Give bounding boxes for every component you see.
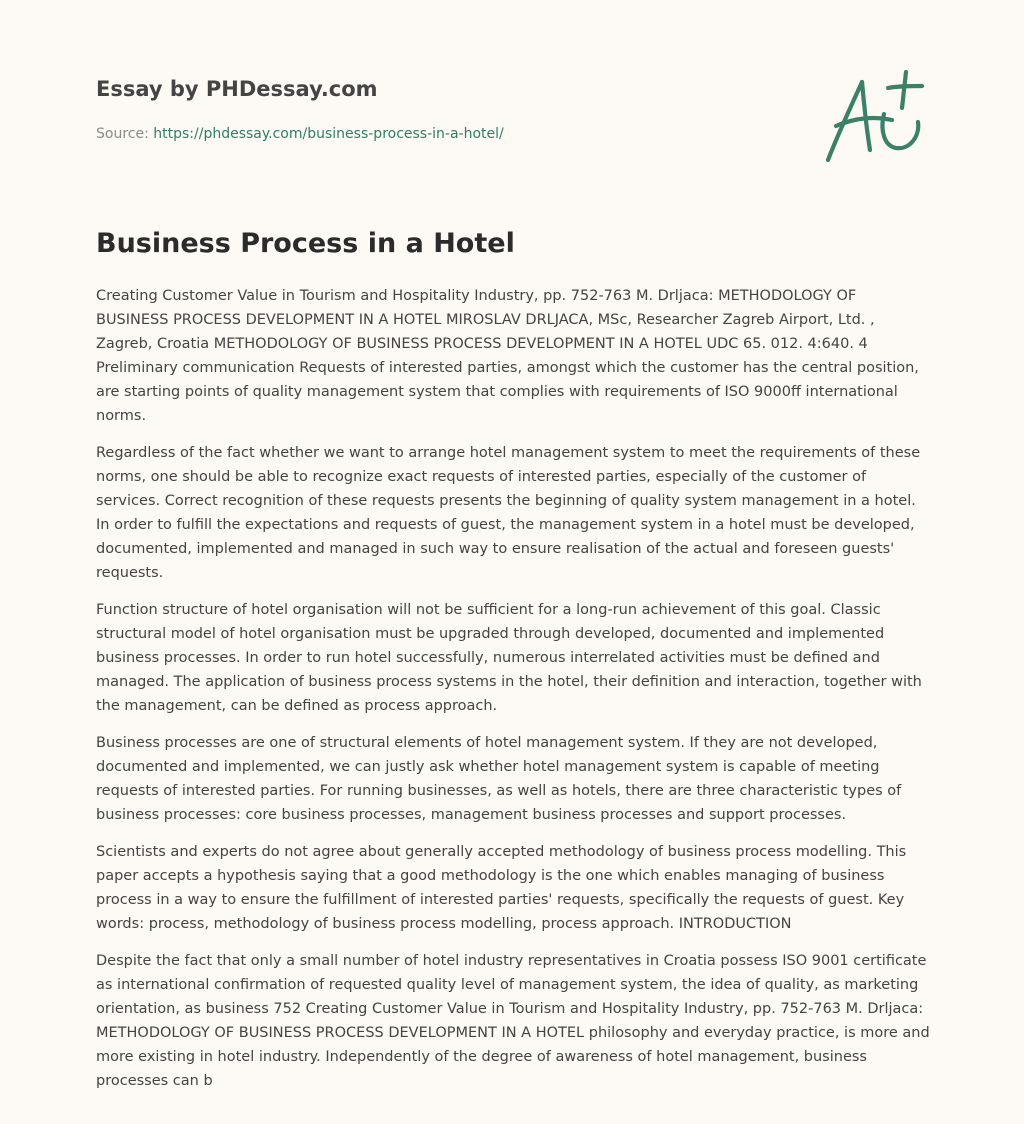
source-line [96,124,796,144]
page-title: Business Process in a Hotel [96,228,515,259]
essay-body [96,284,930,1106]
essay-paragraph: Regardless of the fact whether we want to arrange hotel management system to meet the requirements of these norms, one should be able to recognize exact requests of interested parties, especially of the customer of services. Correct recognition of these requests presents the beginning of quality system management in a hotel. In order to fulfill the expectations and requests of guest, the management system in a hotel must be developed, documented, implemented and managed in such way to ensure realisation of the actual and foreseen guests' requests. [96,445,921,581]
essay-paragraph: Scientists and experts do not agree about generally accepted methodology of business process modelling. This paper accepts a hypothesis saying that a good methodology is the one which enables managing of business process in a way to ensure the fulfillment of interested parties' requests, specifically the requests of guest. Key words: process, methodology of business process modelling, process approach. INTRODUCTION [96,844,907,932]
a-plus-logo-icon [818,64,930,168]
source-label: Source: [96,126,154,142]
page-header [96,74,796,144]
essay-paragraph: Creating Customer Value in Tourism and Hospitality Industry, pp. 752-763 M. Drljaca: METHODOLOGY OF BUSINESS PROCESS DEVELOPMENT IN A HOTEL MIROSLAV DRLJACA, MSc, Researcher Zagreb Airport, Ltd. , Zagreb, Croatia METHODOLOGY OF BUSINESS PROCESS DEVELOPMENT IN A HOTEL UDC 65. 012. 4:640. 4 Preliminary communication Requests of interested parties, amongst which the customer has the central position, are starting points of quality management system that complies with requirements of ISO 9000ff international norms. [96,288,919,424]
essay-paragraph: Business processes are one of structural elements of hotel management system. If they are not developed, documented and implemented, we can justly ask whether hotel management system is capable of meeting requests of interested parties. For running businesses, as well as hotels, there are three characteristic types of business processes: core business processes, management business processes and support processes. [96,735,902,823]
essay-paragraph: Despite the fact that only a small number of hotel industry representatives in Croatia possess ISO 9001 certificate as international confirmation of requested quality level of management system, the idea of quality, as marketing orientation, as business 752 Creating Customer Value in Tourism and Hospitality Industry, pp. 752-763 M. Drljaca: METHODOLOGY OF BUSINESS PROCESS DEVELOPMENT IN A HOTEL philosophy and everyday practice, is more and more existing in hotel industry. Independently of the degree of awareness of hotel management, business processes can b [96,953,930,1089]
source-link[interactable]: https://phdessay.com/business-process-in-a-hotel/ [153,126,504,142]
essay-paragraph: Function structure of hotel organisation will not be sufficient for a long-run achievement of this goal. Classic structural model of hotel organisation must be upgraded through developed, documented and implemented business processes. In order to run hotel successfully, numerous interrelated activities must be defined and managed. The application of business process systems in the hotel, their definition and interaction, together with the management, can be defined as process approach. [96,602,922,714]
site-title: Essay by PHDessay.com [96,77,378,101]
